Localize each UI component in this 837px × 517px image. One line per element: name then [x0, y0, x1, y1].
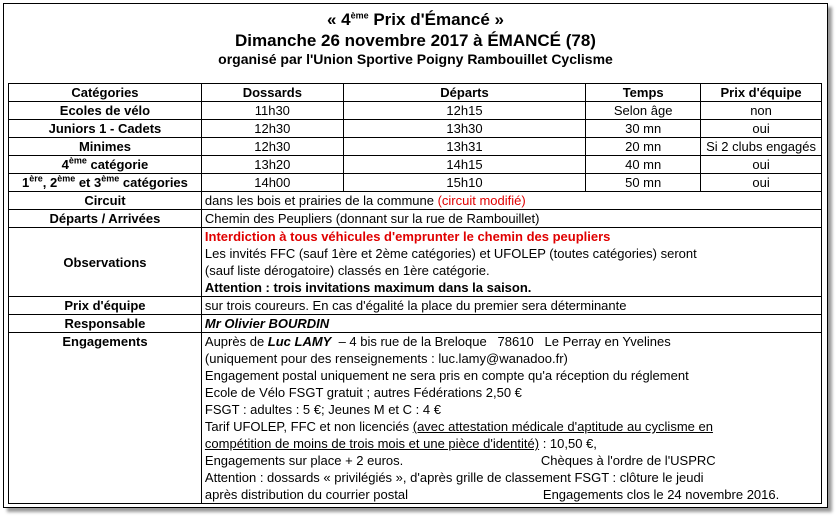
departs-arrivees-text: Chemin des Peupliers (donnant sur la rue de Rambouillet) — [201, 210, 821, 228]
circuit-row — [9, 192, 822, 210]
observations-row — [9, 228, 822, 297]
prix-equipe-text: sur trois coureurs. En cas d'égalité la place du premier sera déterminante — [201, 297, 821, 315]
departs-cell: 15h10 — [343, 174, 586, 192]
engagements-text — [201, 333, 821, 504]
temps-cell: 50 mn — [586, 174, 701, 192]
engagements-row — [9, 333, 822, 504]
table-header-row — [9, 84, 822, 102]
table-row — [9, 102, 822, 120]
temps-cell: 40 mn — [586, 156, 701, 174]
observations-text — [201, 228, 821, 297]
category-cell: Minimes — [9, 138, 202, 156]
row-label: Observations — [9, 228, 202, 297]
race-title: « 4ème Prix d'Émancé » — [326, 10, 505, 29]
responsable-row — [9, 315, 822, 333]
contact-name: Luc LAMY — [267, 334, 332, 349]
observation-line: Les invités FFC (sauf 1ère et 2ème catégories) et UFOLEP (toutes catégories) seront — [204, 246, 697, 261]
temps-cell: 30 mn — [586, 120, 701, 138]
row-label: Prix d'équipe — [9, 297, 202, 315]
row-label: Responsable — [9, 315, 202, 333]
engagement-line: Attention : dossards « privilégiés », d'après grille de classement FSGT : clôture le jeudi — [204, 470, 704, 485]
engagement-line: FSGT : adultes : 5 €; Jeunes M et C : 4 € — [204, 402, 441, 417]
prix-equipe-row — [9, 297, 822, 315]
race-date: Dimanche 26 novembre 2017 à ÉMANCÉ (78) — [235, 31, 596, 50]
departs-cell: 12h15 — [343, 102, 586, 120]
temps-cell: 20 mn — [586, 138, 701, 156]
dossards-cell: 12h30 — [201, 138, 343, 156]
departs-cell: 13h30 — [343, 120, 586, 138]
prix-cell: oui — [701, 120, 822, 138]
engagement-line: Auprès de Luc LAMY – 4 bis rue de la Breloque 78610 Le Perray en Yvelines — [204, 334, 671, 349]
row-label: Engagements — [9, 333, 202, 504]
row-label: Circuit — [9, 192, 202, 210]
category-cell: 1ère, 2ème et 3ème catégories — [9, 174, 202, 192]
table-row — [9, 156, 822, 174]
document-header — [4, 10, 827, 68]
category-cell: Ecoles de vélo — [9, 102, 202, 120]
circuit-note: (circuit modifié) — [437, 193, 526, 208]
organizer-line: organisé par l'Union Sportive Poigny Rambouillet Cyclisme — [218, 51, 613, 67]
category-cell: 4ème catégorie — [9, 156, 202, 174]
circuit-text: dans les bois et prairies de la commune (circuit modifié) — [201, 192, 821, 210]
column-header: Dossards — [201, 84, 343, 102]
engagement-line: Ecole de Vélo FSGT gratuit ; autres Fédérations 2,50 € — [204, 385, 522, 400]
departs-cell: 14h15 — [343, 156, 586, 174]
warning-text: Interdiction à tous véhicules d'emprunter le chemin des peupliers — [204, 229, 611, 244]
dossards-cell: 13h20 — [201, 156, 343, 174]
table-row — [9, 120, 822, 138]
prix-cell: oui — [701, 156, 822, 174]
engagement-line: Tarif UFOLEP, FFC et non licenciés (avec attestation médicale d'aptitude au cyclisme en — [204, 419, 713, 434]
engagement-line: Engagements sur place + 2 euros. Chèques à l'ordre de l'USPRC — [204, 453, 716, 468]
row-label: Départs / Arrivées — [9, 210, 202, 228]
prix-cell: oui — [701, 174, 822, 192]
observation-line: (sauf liste dérogatoire) classés en 1ère catégorie. — [204, 263, 490, 278]
table-row — [9, 138, 822, 156]
column-header: Prix d'équipe — [701, 84, 822, 102]
dossards-cell: 12h30 — [201, 120, 343, 138]
engagement-line: après distribution du courrier postal Engagements clos le 24 novembre 2016. — [204, 487, 780, 502]
table-row — [9, 174, 822, 192]
engagement-line: compétition de moins de trois mois et une pièce d'identité) : 10,50 €, — [204, 436, 597, 451]
category-cell: Juniors 1 - Cadets — [9, 120, 202, 138]
document-frame — [3, 3, 828, 508]
column-header: Catégories — [9, 84, 202, 102]
engagement-line: Engagement postal uniquement ne sera pris en compte qu'a réception du réglement — [204, 368, 689, 383]
prix-cell: Si 2 clubs engagés — [701, 138, 822, 156]
prix-cell: non — [701, 102, 822, 120]
dossards-cell: 14h00 — [201, 174, 343, 192]
departs-cell: 13h31 — [343, 138, 586, 156]
dossards-cell: 11h30 — [201, 102, 343, 120]
column-header: Départs — [343, 84, 586, 102]
column-header: Temps — [586, 84, 701, 102]
race-table — [8, 83, 822, 504]
engagement-line: (uniquement pour des renseignements : luc.lamy@wanadoo.fr) — [204, 351, 568, 366]
observation-attention: Attention : trois invitations maximum dans la saison. — [204, 280, 532, 295]
responsable-name: Mr Olivier BOURDIN — [201, 315, 821, 333]
temps-cell: Selon âge — [586, 102, 701, 120]
departs-arrivees-row — [9, 210, 822, 228]
